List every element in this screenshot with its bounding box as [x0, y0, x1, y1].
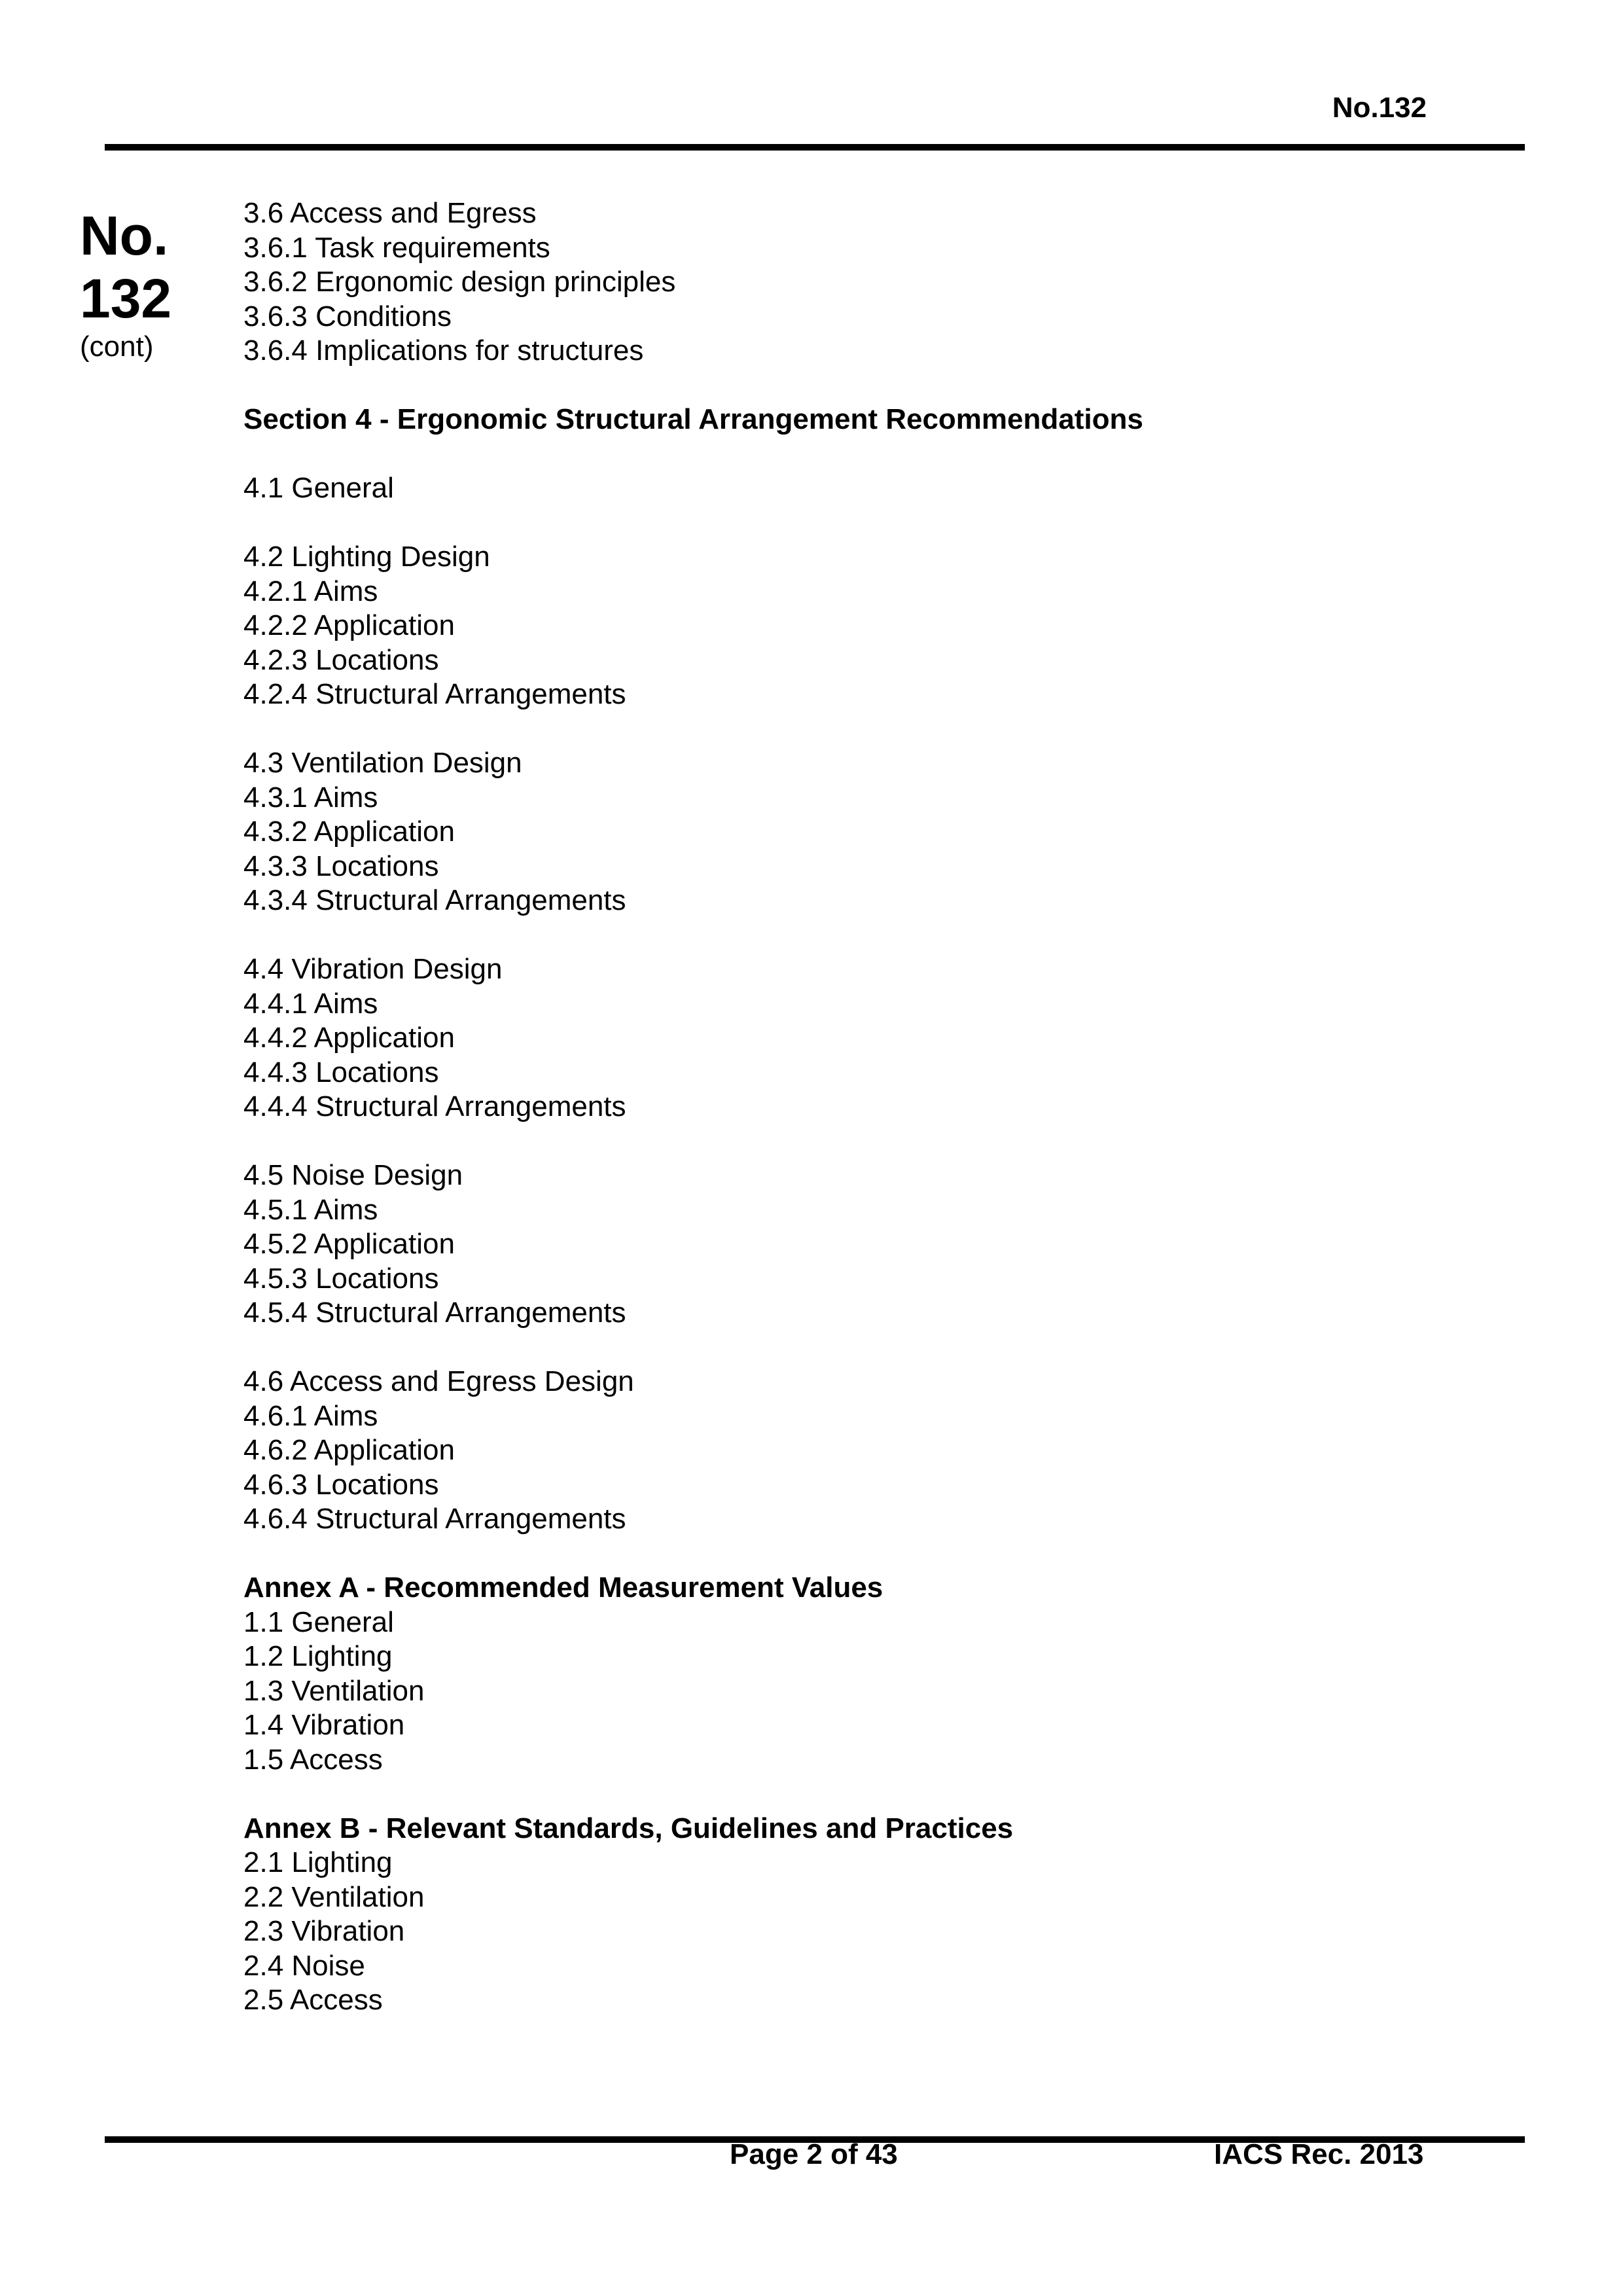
toc-entry: 2.3 Vibration [243, 1915, 405, 1947]
toc-entry: 4.6.2 Application [243, 1434, 455, 1466]
footer-page-number: Page 2 of 43 [730, 2138, 898, 2170]
side-label [80, 204, 185, 364]
spacer [243, 368, 1487, 403]
side-label-number: 132 [80, 268, 172, 329]
toc-entry: 4.3.3 Locations [243, 850, 439, 882]
toc-entry: 3.6 Access and Egress [243, 197, 537, 229]
toc-entry: 3.6.1 Task requirements [243, 231, 550, 264]
spacer [243, 1331, 1487, 1365]
toc-entry: 4.4.3 Locations [243, 1056, 439, 1088]
toc-entry: 4.6.3 Locations [243, 1468, 439, 1501]
side-label-no: No. [80, 205, 169, 266]
spacer [243, 1124, 1487, 1159]
toc-entry: 2.2 Ventilation [243, 1880, 425, 1913]
toc-entry: 2.5 Access [243, 1984, 383, 2016]
toc-entry: 1.4 Vibration [243, 1709, 405, 1741]
toc-entry: 4.3.1 Aims [243, 781, 378, 814]
toc-entry: 4.6.1 Aims [243, 1399, 378, 1432]
table-of-contents [243, 196, 1487, 2018]
toc-entry: 1.2 Lighting [243, 1640, 393, 1672]
side-label-cont: (cont) [80, 331, 154, 363]
toc-entry: 4.4.1 Aims [243, 987, 378, 1020]
toc-entry: 4.2.1 Aims [243, 575, 378, 607]
spacer [243, 506, 1487, 541]
toc-entry: 1.1 General [243, 1605, 394, 1638]
section-4-heading: Section 4 - Ergonomic Structural Arrangement Recommendations [243, 403, 1143, 435]
toc-entry: 3.6.3 Conditions [243, 300, 452, 332]
toc-entry: 2.1 Lighting [243, 1846, 393, 1878]
toc-entry: 1.5 Access [243, 1743, 383, 1776]
spacer [243, 1777, 1487, 1812]
toc-entry: 4.2.3 Locations [243, 643, 439, 676]
toc-entry: 4.3.2 Application [243, 816, 455, 848]
toc-entry: 1.3 Ventilation [243, 1674, 425, 1707]
toc-entry: 4.5.2 Application [243, 1228, 455, 1260]
toc-entry: 3.6.4 Implications for structures [243, 334, 644, 367]
toc-entry: 4.5.4 Structural Arrangements [243, 1297, 626, 1329]
toc-entry: 4.2 Lighting Design [243, 541, 490, 573]
toc-entry: 2.4 Noise [243, 1949, 365, 1982]
toc-entry: 4.4.4 Structural Arrangements [243, 1090, 626, 1122]
toc-entry: 4.4.2 Application [243, 1022, 455, 1054]
toc-entry: 4.6.4 Structural Arrangements [243, 1503, 626, 1535]
spacer [243, 437, 1487, 472]
toc-entry: 3.6.2 Ergonomic design principles [243, 266, 676, 298]
annex-b-heading: Annex B - Relevant Standards, Guidelines and Practices [243, 1812, 1014, 1844]
toc-entry: 4.1 General [243, 472, 394, 504]
toc-entry: 4.4 Vibration Design [243, 953, 503, 985]
toc-entry: 4.2.4 Structural Arrangements [243, 678, 626, 710]
footer-recommendation: IACS Rec. 2013 [1214, 2138, 1424, 2170]
toc-entry: 4.3 Ventilation Design [243, 747, 522, 779]
spacer [243, 1537, 1487, 1571]
toc-entry: 4.6 Access and Egress Design [243, 1365, 634, 1397]
spacer [243, 918, 1487, 953]
header-document-number: No.132 [1332, 92, 1427, 124]
toc-entry: 4.2.2 Application [243, 609, 455, 641]
annex-a-heading: Annex A - Recommended Measurement Values [243, 1571, 883, 1604]
toc-entry: 4.5.3 Locations [243, 1262, 439, 1295]
toc-entry: 4.5 Noise Design [243, 1159, 463, 1191]
toc-entry: 4.3.4 Structural Arrangements [243, 884, 626, 916]
toc-entry: 4.5.1 Aims [243, 1193, 378, 1226]
spacer [243, 712, 1487, 747]
header-rule [105, 144, 1525, 151]
